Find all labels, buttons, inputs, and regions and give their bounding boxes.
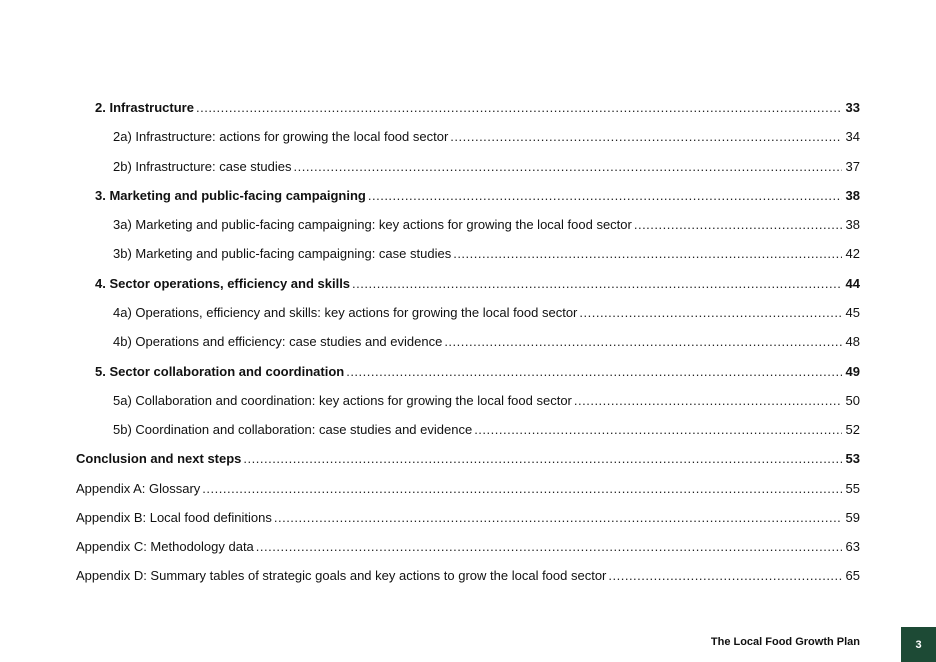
toc-entry-page: 45 bbox=[845, 305, 860, 320]
toc-entry-label: 3a) Marketing and public-facing campaigning: key actions for growing the local food sector bbox=[113, 217, 632, 232]
toc-entry-label: Appendix B: Local food definitions bbox=[76, 510, 272, 525]
toc-entry[interactable] bbox=[113, 303, 860, 323]
toc-entry-label: 4b) Operations and efficiency: case studies and evidence bbox=[113, 334, 443, 349]
toc-entry[interactable] bbox=[113, 127, 860, 147]
page-number-badge: 3 bbox=[901, 627, 936, 662]
toc-entry-label: 3. Marketing and public-facing campaigning bbox=[95, 188, 366, 203]
toc-dot-leader bbox=[274, 508, 842, 528]
toc-dot-leader bbox=[243, 449, 842, 469]
toc-dot-leader bbox=[293, 157, 842, 177]
toc-dot-leader bbox=[450, 127, 842, 147]
toc-entry-page: 63 bbox=[845, 539, 860, 554]
toc-entry-page: 55 bbox=[845, 481, 860, 496]
toc-dot-leader bbox=[196, 98, 842, 118]
toc-entry-label: Appendix C: Methodology data bbox=[76, 539, 254, 554]
toc-entry-label: 2a) Infrastructure: actions for growing the local food sector bbox=[113, 129, 449, 144]
toc-dot-leader bbox=[202, 479, 842, 499]
toc-entry-label: 5b) Coordination and collaboration: case studies and evidence bbox=[113, 422, 473, 437]
toc-dot-leader bbox=[453, 244, 842, 264]
toc-entry-page: 48 bbox=[845, 334, 860, 349]
toc-entry-page: 42 bbox=[845, 246, 860, 261]
toc-entry[interactable] bbox=[113, 244, 860, 264]
toc-entry-page: 38 bbox=[845, 188, 860, 203]
toc-entry[interactable] bbox=[95, 186, 860, 206]
footer-document-title: The Local Food Growth Plan bbox=[710, 636, 860, 648]
toc-entry[interactable] bbox=[113, 420, 860, 440]
toc-dot-leader bbox=[368, 186, 842, 206]
toc-entry-label: 2. Infrastructure bbox=[95, 100, 194, 115]
toc-entry[interactable] bbox=[76, 449, 860, 469]
toc-entry[interactable] bbox=[95, 362, 860, 382]
toc-entry-page: 50 bbox=[845, 393, 860, 408]
toc-entry[interactable] bbox=[76, 537, 860, 557]
toc-dot-leader bbox=[634, 215, 842, 235]
toc-dot-leader bbox=[346, 362, 842, 382]
toc-dot-leader bbox=[352, 274, 842, 294]
toc-entry-page: 52 bbox=[845, 422, 860, 437]
toc-entry[interactable] bbox=[113, 215, 860, 235]
toc-entry-page: 33 bbox=[845, 100, 860, 115]
toc-entry-label: Appendix A: Glossary bbox=[76, 481, 201, 496]
toc-entry-label: Conclusion and next steps bbox=[76, 451, 242, 466]
toc-entry[interactable] bbox=[95, 98, 860, 118]
toc-entry-label: 5a) Collaboration and coordination: key actions for growing the local food sector bbox=[113, 393, 572, 408]
toc-entry[interactable] bbox=[95, 274, 860, 294]
toc-dot-leader bbox=[256, 537, 842, 557]
toc-entry[interactable] bbox=[113, 332, 860, 352]
toc-dot-leader bbox=[474, 420, 842, 440]
toc-entry-label: 4a) Operations, efficiency and skills: key actions for growing the local food sector bbox=[113, 305, 578, 320]
toc-entry[interactable] bbox=[76, 508, 860, 528]
toc-dot-leader bbox=[574, 391, 842, 411]
toc-entry-label: 3b) Marketing and public-facing campaigning: case studies bbox=[113, 246, 452, 261]
toc-dot-leader bbox=[579, 303, 842, 323]
toc-entry[interactable] bbox=[113, 391, 860, 411]
toc-dot-leader bbox=[608, 566, 842, 586]
toc-dot-leader bbox=[444, 332, 842, 352]
toc-entry-page: 65 bbox=[845, 568, 860, 583]
toc-entry-page: 34 bbox=[845, 129, 860, 144]
toc-entry-label: Appendix D: Summary tables of strategic goals and key actions to grow the local food sector bbox=[76, 568, 607, 583]
toc-entry-page: 49 bbox=[845, 364, 860, 379]
toc-entry-label: 4. Sector operations, efficiency and skills bbox=[95, 276, 351, 291]
toc-entry-page: 37 bbox=[845, 159, 860, 174]
toc-entry-page: 44 bbox=[845, 276, 860, 291]
toc-entry-label: 5. Sector collaboration and coordination bbox=[95, 364, 345, 379]
toc-entry[interactable] bbox=[113, 157, 860, 177]
toc-entry-page: 59 bbox=[845, 510, 860, 525]
toc-entry[interactable] bbox=[76, 479, 860, 499]
toc-entry[interactable] bbox=[76, 566, 860, 586]
toc-entry-label: 2b) Infrastructure: case studies bbox=[113, 159, 292, 174]
toc-entry-page: 38 bbox=[845, 217, 860, 232]
toc-entry-page: 53 bbox=[845, 451, 860, 466]
